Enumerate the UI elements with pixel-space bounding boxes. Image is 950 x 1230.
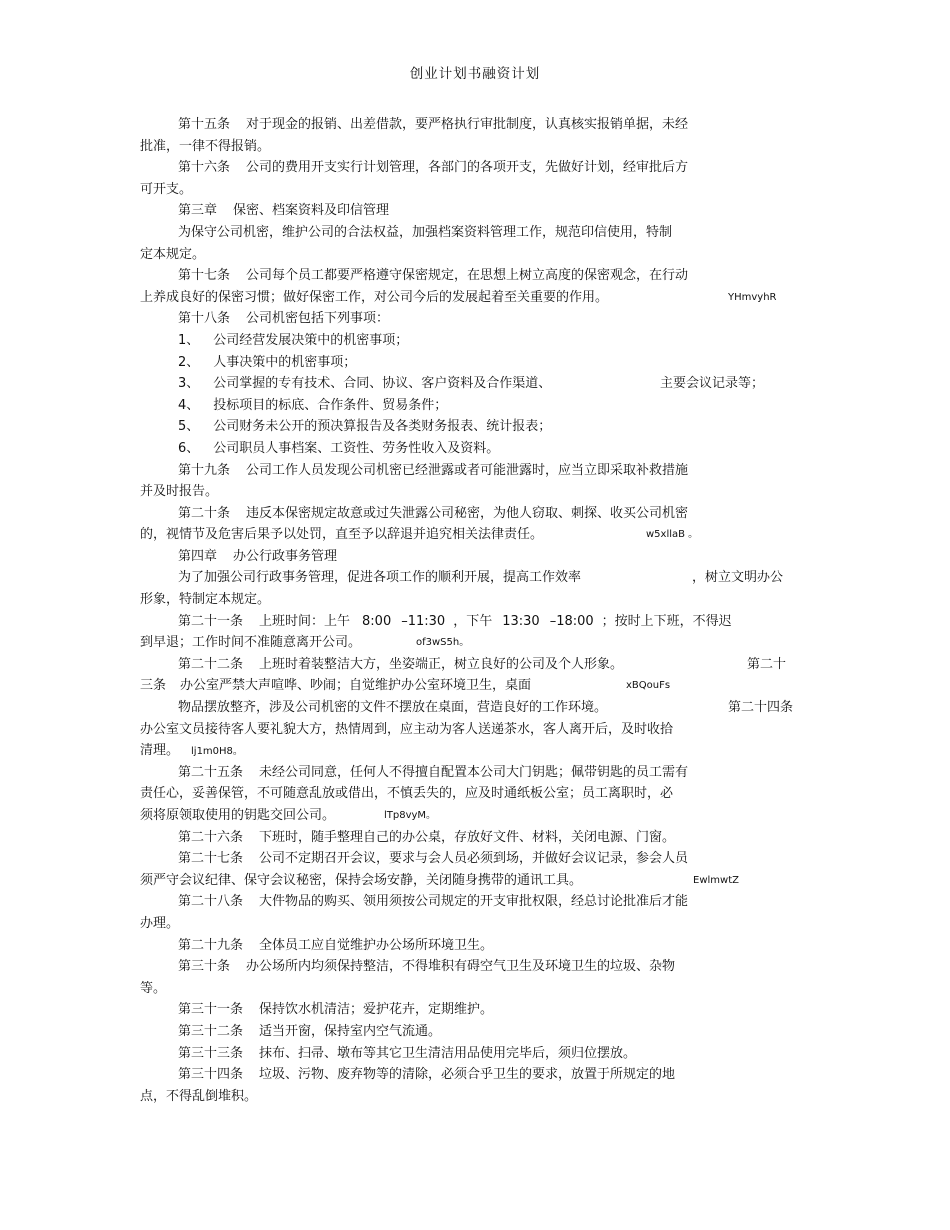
list-item-6: 6、 公司职员人事档案、工资性、劳务性收入及资料。 [178,440,500,456]
article-34-line-1: 第三十四条 垃圾、污物、废弃物等的清除，必须合乎卫生的要求，放置于所规定的地 [178,1067,676,1083]
watermark-code: lj1m0H8。 [191,746,243,758]
article-19-line-2: 并及时报告。 [140,484,219,500]
watermark-code: of3wS5h。 [416,637,470,649]
article-22-line: 第二十二条 上班时着装整洁大方，坐姿端正，树立良好的公司及个人形象。 第二十 [178,656,787,672]
document-body [140,114,805,1107]
article-23-line-1: 三条 办公室严禁大声喧哗、吵闹；自觉维护办公室环境卫生，桌面 xBQouFs [140,675,805,697]
chapter-4-intro-line-2: 形象，特制定本规定。 [140,592,271,608]
article-29-line: 第二十九条 全体员工应自觉维护办公场所环境卫生。 [178,937,494,953]
list-item-3: 3、 公司掌握的专有技术、合同、协议、客户资料及合作渠道、 主要会议记录等； [178,376,765,392]
list-item-1: 1、 公司经营发展决策中的机密事项； [178,332,409,348]
article-23-line-2: 物品摆放整齐，涉及公司机密的文件不摆放在桌面，营造良好的工作环境。 第二十四条 [178,700,794,716]
list-item-5: 5、 公司财务未公开的预决算报告及各类财务报表、统计报表； [178,419,552,435]
article-28-line-1: 第二十八条 大件物品的购买、领用须按公司规定的开支审批权限，经总讨论批准后才能 [178,894,689,910]
article-27-line-2: 须严守会议纪律、保守会议秘密，保持会场安静，关闭随身携带的通讯工具。 EwlmwtZ [140,870,805,892]
chapter-4-heading: 第四章 办公行政事务管理 [178,548,338,564]
article-25-line-2: 责任心，妥善保管，不可随意乱放或借出，不慎丢失的，应及时通纸板公室；员工离职时，必 [140,786,674,802]
article-17-line-1: 第十七条 公司每个员工都要严格遵守保密规定，在思想上树立高度的保密观念，在行动 [178,268,689,284]
article-16-line-1: 第十六条 公司的费用开支实行计划管理，各部门的各项开支，先做好计划，经审批后方 [178,160,689,176]
list-item-2: 2、 人事决策中的机密事项； [178,354,357,370]
article-24-line-1: 办公室文员接待客人要礼貌大方，热情周到，应主动为客人送递茶水，客人离开后，及时收拾 [140,721,674,737]
article-17-line-2: 上养成良好的保密习惯；做好保密工作，对公司今后的发展起着至关重要的作用。 YHmvyhR [140,287,805,309]
article-34-line-2: 点，不得乱倒堆积。 [140,1088,258,1104]
chapter-3-heading: 第三章 保密、档案资料及印信管理 [178,203,390,219]
article-24-line-2: 清理。 lj1m0H8。 [140,743,243,759]
article-33-line: 第三十三条 抹布、扫帚、墩布等其它卫生清洁用品使用完毕后，须归位摆放。 [178,1045,637,1061]
watermark-code: xBQouFs [626,680,671,692]
document-title: 创业计划书融资计划 [409,66,541,82]
article-21-line-1: 第二十一条 上班时间：上午 8:00 –11:30 ，下午 13:30 –18:00 ；按时上下班，不得迟 [178,613,732,629]
article-28-line-2: 办理。 [140,915,180,931]
article-20-line-1: 第二十条 违反本保密规定故意或过失泄露公司秘密，为他人窃取、刺探、收买公司机密 [178,505,689,521]
watermark-code: w5xllaB 。 [646,529,699,541]
article-20-line-2: 的，视情节及危害后果予以处罚，直至予以辞退并追究相关法律责任。 w5xllaB 。 [140,524,805,546]
chapter-4-intro-line-1: 为了加强公司行政事务管理，促进各项工作的顺利开展，提高工作效率 ，树立文明办公 [178,570,784,586]
article-30-line-1: 第三十条 办公场所内均须保持整洁，不得堆积有碍空气卫生及环境卫生的垃圾、杂物 [178,959,676,975]
article-27-line-1: 第二十七条 公司不定期召开会议，要求与会人员必须到场，并做好会议记录，参会人员 [178,851,689,867]
article-21-line-2: 到早退；工作时间不准随意离开公司。 of3wS5h。 [140,632,805,654]
article-26-line: 第二十六条 下班时，随手整理自己的办公桌，存放好文件、材料，关闭电源、门窗。 [178,829,676,845]
article-30-line-2: 等。 [140,980,167,996]
list-item-4: 4、 投标项目的标底、合作条件、贸易条件； [178,397,448,413]
watermark-code: EwlmwtZ [693,874,739,886]
article-32-line: 第三十二条 适当开窗，保持室内空气流通。 [178,1023,442,1039]
article-18-line-1: 第十八条 公司机密包括下列事项： [178,311,390,327]
article-25-line-3: 须将原领取使用的钥匙交回公司。 lTp8vyM。 [140,805,805,827]
chapter-3-intro-line-1: 为保守公司机密，维护公司的合法权益，加强档案资料管理工作，规范印信使用，特制 [178,224,673,240]
article-31-line: 第三十一条 保持饮水机清洁；爱护花卉，定期维护。 [178,1002,494,1018]
watermark-code: YHmvyhR [728,291,777,303]
article-25-line-1: 第二十五条 未经公司同意，任何人不得擅自配置本公司大门钥匙；佩带钥匙的员工需有 [178,764,689,780]
article-15-line-1: 第十五条 对于现金的报销、出差借款，要严格执行审批制度，认真核实报销单据，未经 [178,117,689,132]
article-16-line-2: 可开支。 [140,181,193,197]
watermark-code: lTp8vyM。 [384,810,437,821]
article-19-line-1: 第十九条 公司工作人员发现公司机密已经泄露或者可能泄露时，应当立即采取补救措施 [178,462,689,478]
article-15-line-2: 批准，一律不得报销。 [140,138,271,154]
chapter-3-intro-line-2: 定本规定。 [140,246,206,262]
